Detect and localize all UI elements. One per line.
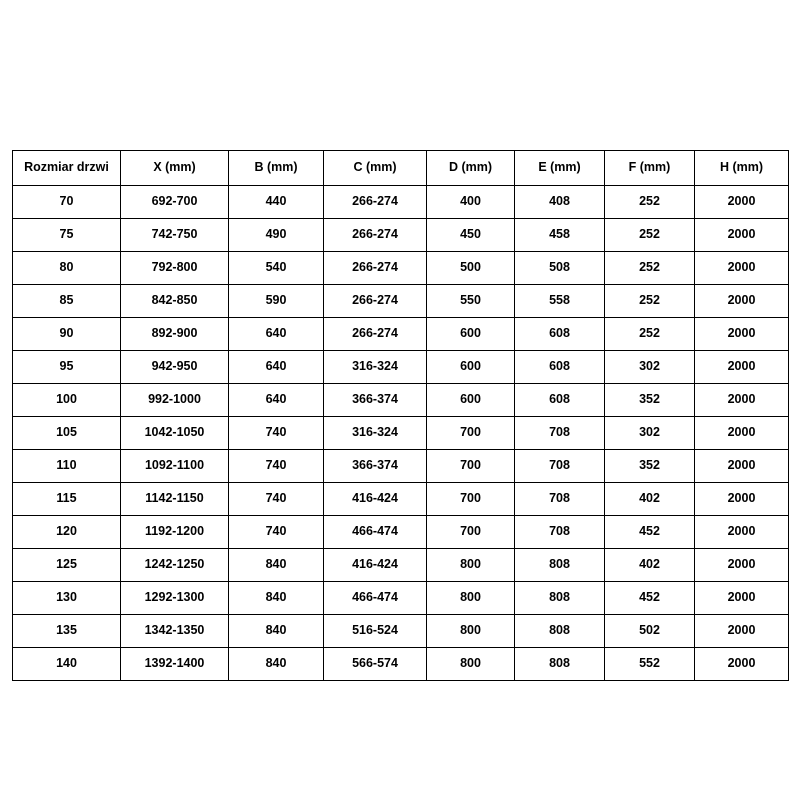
cell-c: 266-274: [324, 219, 427, 252]
cell-f: 552: [605, 648, 695, 681]
spec-table-container: [12, 150, 788, 681]
cell-f: 302: [605, 351, 695, 384]
cell-b: 840: [229, 615, 324, 648]
cell-h: 2000: [695, 483, 789, 516]
cell-x: 992-1000: [121, 384, 229, 417]
table-row: [13, 417, 789, 450]
table-row: [13, 549, 789, 582]
cell-x: 792-800: [121, 252, 229, 285]
cell-c: 416-424: [324, 549, 427, 582]
cell-e: 808: [515, 615, 605, 648]
cell-x: 1042-1050: [121, 417, 229, 450]
cell-b: 640: [229, 318, 324, 351]
cell-b: 490: [229, 219, 324, 252]
cell-b: 540: [229, 252, 324, 285]
cell-h: 2000: [695, 318, 789, 351]
cell-door-size: 90: [13, 318, 121, 351]
cell-door-size: 110: [13, 450, 121, 483]
cell-b: 640: [229, 351, 324, 384]
cell-x: 1142-1150: [121, 483, 229, 516]
cell-d: 800: [427, 582, 515, 615]
cell-h: 2000: [695, 351, 789, 384]
cell-b: 840: [229, 549, 324, 582]
cell-door-size: 80: [13, 252, 121, 285]
table-row: [13, 648, 789, 681]
cell-e: 608: [515, 318, 605, 351]
cell-x: 1392-1400: [121, 648, 229, 681]
table-row: [13, 351, 789, 384]
cell-x: 1342-1350: [121, 615, 229, 648]
column-header-c: C (mm): [324, 151, 427, 186]
cell-door-size: 70: [13, 186, 121, 219]
cell-b: 740: [229, 417, 324, 450]
cell-h: 2000: [695, 450, 789, 483]
cell-f: 252: [605, 318, 695, 351]
cell-f: 452: [605, 516, 695, 549]
cell-x: 742-750: [121, 219, 229, 252]
cell-h: 2000: [695, 285, 789, 318]
table-row: [13, 384, 789, 417]
table-row: [13, 252, 789, 285]
cell-h: 2000: [695, 582, 789, 615]
cell-e: 708: [515, 450, 605, 483]
cell-e: 458: [515, 219, 605, 252]
cell-f: 252: [605, 186, 695, 219]
cell-e: 408: [515, 186, 605, 219]
cell-h: 2000: [695, 219, 789, 252]
table-row: [13, 483, 789, 516]
cell-d: 800: [427, 549, 515, 582]
cell-e: 708: [515, 483, 605, 516]
cell-door-size: 100: [13, 384, 121, 417]
cell-door-size: 125: [13, 549, 121, 582]
cell-e: 608: [515, 351, 605, 384]
cell-d: 550: [427, 285, 515, 318]
cell-f: 252: [605, 285, 695, 318]
cell-f: 252: [605, 219, 695, 252]
column-header-h: H (mm): [695, 151, 789, 186]
cell-e: 708: [515, 516, 605, 549]
cell-x: 1292-1300: [121, 582, 229, 615]
cell-h: 2000: [695, 252, 789, 285]
table-body: [13, 186, 789, 681]
cell-h: 2000: [695, 549, 789, 582]
cell-d: 700: [427, 417, 515, 450]
cell-h: 2000: [695, 615, 789, 648]
cell-c: 366-374: [324, 384, 427, 417]
cell-h: 2000: [695, 186, 789, 219]
column-header-x: X (mm): [121, 151, 229, 186]
cell-door-size: 105: [13, 417, 121, 450]
cell-h: 2000: [695, 384, 789, 417]
cell-e: 808: [515, 549, 605, 582]
cell-b: 590: [229, 285, 324, 318]
cell-door-size: 75: [13, 219, 121, 252]
cell-c: 566-574: [324, 648, 427, 681]
cell-c: 266-274: [324, 186, 427, 219]
cell-c: 366-374: [324, 450, 427, 483]
cell-d: 600: [427, 318, 515, 351]
door-size-spec-table: [12, 150, 789, 681]
cell-c: 266-274: [324, 285, 427, 318]
table-row: [13, 186, 789, 219]
cell-door-size: 85: [13, 285, 121, 318]
cell-door-size: 140: [13, 648, 121, 681]
table-row: [13, 285, 789, 318]
cell-d: 800: [427, 648, 515, 681]
cell-h: 2000: [695, 516, 789, 549]
cell-f: 352: [605, 450, 695, 483]
cell-d: 700: [427, 483, 515, 516]
cell-e: 508: [515, 252, 605, 285]
cell-e: 558: [515, 285, 605, 318]
cell-door-size: 120: [13, 516, 121, 549]
table-row: [13, 450, 789, 483]
cell-c: 266-274: [324, 252, 427, 285]
cell-x: 842-850: [121, 285, 229, 318]
cell-f: 252: [605, 252, 695, 285]
cell-f: 402: [605, 549, 695, 582]
cell-b: 740: [229, 516, 324, 549]
table-row: [13, 615, 789, 648]
table-header: [13, 151, 789, 186]
cell-h: 2000: [695, 648, 789, 681]
cell-f: 502: [605, 615, 695, 648]
column-header-d: D (mm): [427, 151, 515, 186]
cell-c: 266-274: [324, 318, 427, 351]
cell-x: 1092-1100: [121, 450, 229, 483]
column-header-b: B (mm): [229, 151, 324, 186]
cell-b: 840: [229, 582, 324, 615]
cell-x: 1192-1200: [121, 516, 229, 549]
cell-b: 740: [229, 450, 324, 483]
table-row: [13, 318, 789, 351]
table-header-row: [13, 151, 789, 186]
table-row: [13, 219, 789, 252]
cell-b: 840: [229, 648, 324, 681]
cell-door-size: 130: [13, 582, 121, 615]
cell-d: 700: [427, 450, 515, 483]
cell-x: 692-700: [121, 186, 229, 219]
cell-f: 402: [605, 483, 695, 516]
table-row: [13, 582, 789, 615]
cell-door-size: 115: [13, 483, 121, 516]
column-header-f: F (mm): [605, 151, 695, 186]
cell-d: 600: [427, 384, 515, 417]
cell-d: 800: [427, 615, 515, 648]
cell-c: 466-474: [324, 582, 427, 615]
cell-c: 466-474: [324, 516, 427, 549]
cell-d: 700: [427, 516, 515, 549]
cell-x: 942-950: [121, 351, 229, 384]
cell-f: 302: [605, 417, 695, 450]
cell-c: 316-324: [324, 351, 427, 384]
cell-d: 500: [427, 252, 515, 285]
column-header-door-size: Rozmiar drzwi: [13, 151, 121, 186]
cell-e: 808: [515, 582, 605, 615]
cell-h: 2000: [695, 417, 789, 450]
cell-c: 516-524: [324, 615, 427, 648]
column-header-e: E (mm): [515, 151, 605, 186]
cell-b: 740: [229, 483, 324, 516]
cell-x: 1242-1250: [121, 549, 229, 582]
cell-e: 808: [515, 648, 605, 681]
cell-door-size: 95: [13, 351, 121, 384]
cell-f: 452: [605, 582, 695, 615]
cell-c: 316-324: [324, 417, 427, 450]
cell-d: 400: [427, 186, 515, 219]
cell-f: 352: [605, 384, 695, 417]
cell-d: 450: [427, 219, 515, 252]
cell-e: 608: [515, 384, 605, 417]
table-row: [13, 516, 789, 549]
cell-x: 892-900: [121, 318, 229, 351]
cell-d: 600: [427, 351, 515, 384]
cell-e: 708: [515, 417, 605, 450]
cell-b: 440: [229, 186, 324, 219]
cell-door-size: 135: [13, 615, 121, 648]
cell-c: 416-424: [324, 483, 427, 516]
cell-b: 640: [229, 384, 324, 417]
